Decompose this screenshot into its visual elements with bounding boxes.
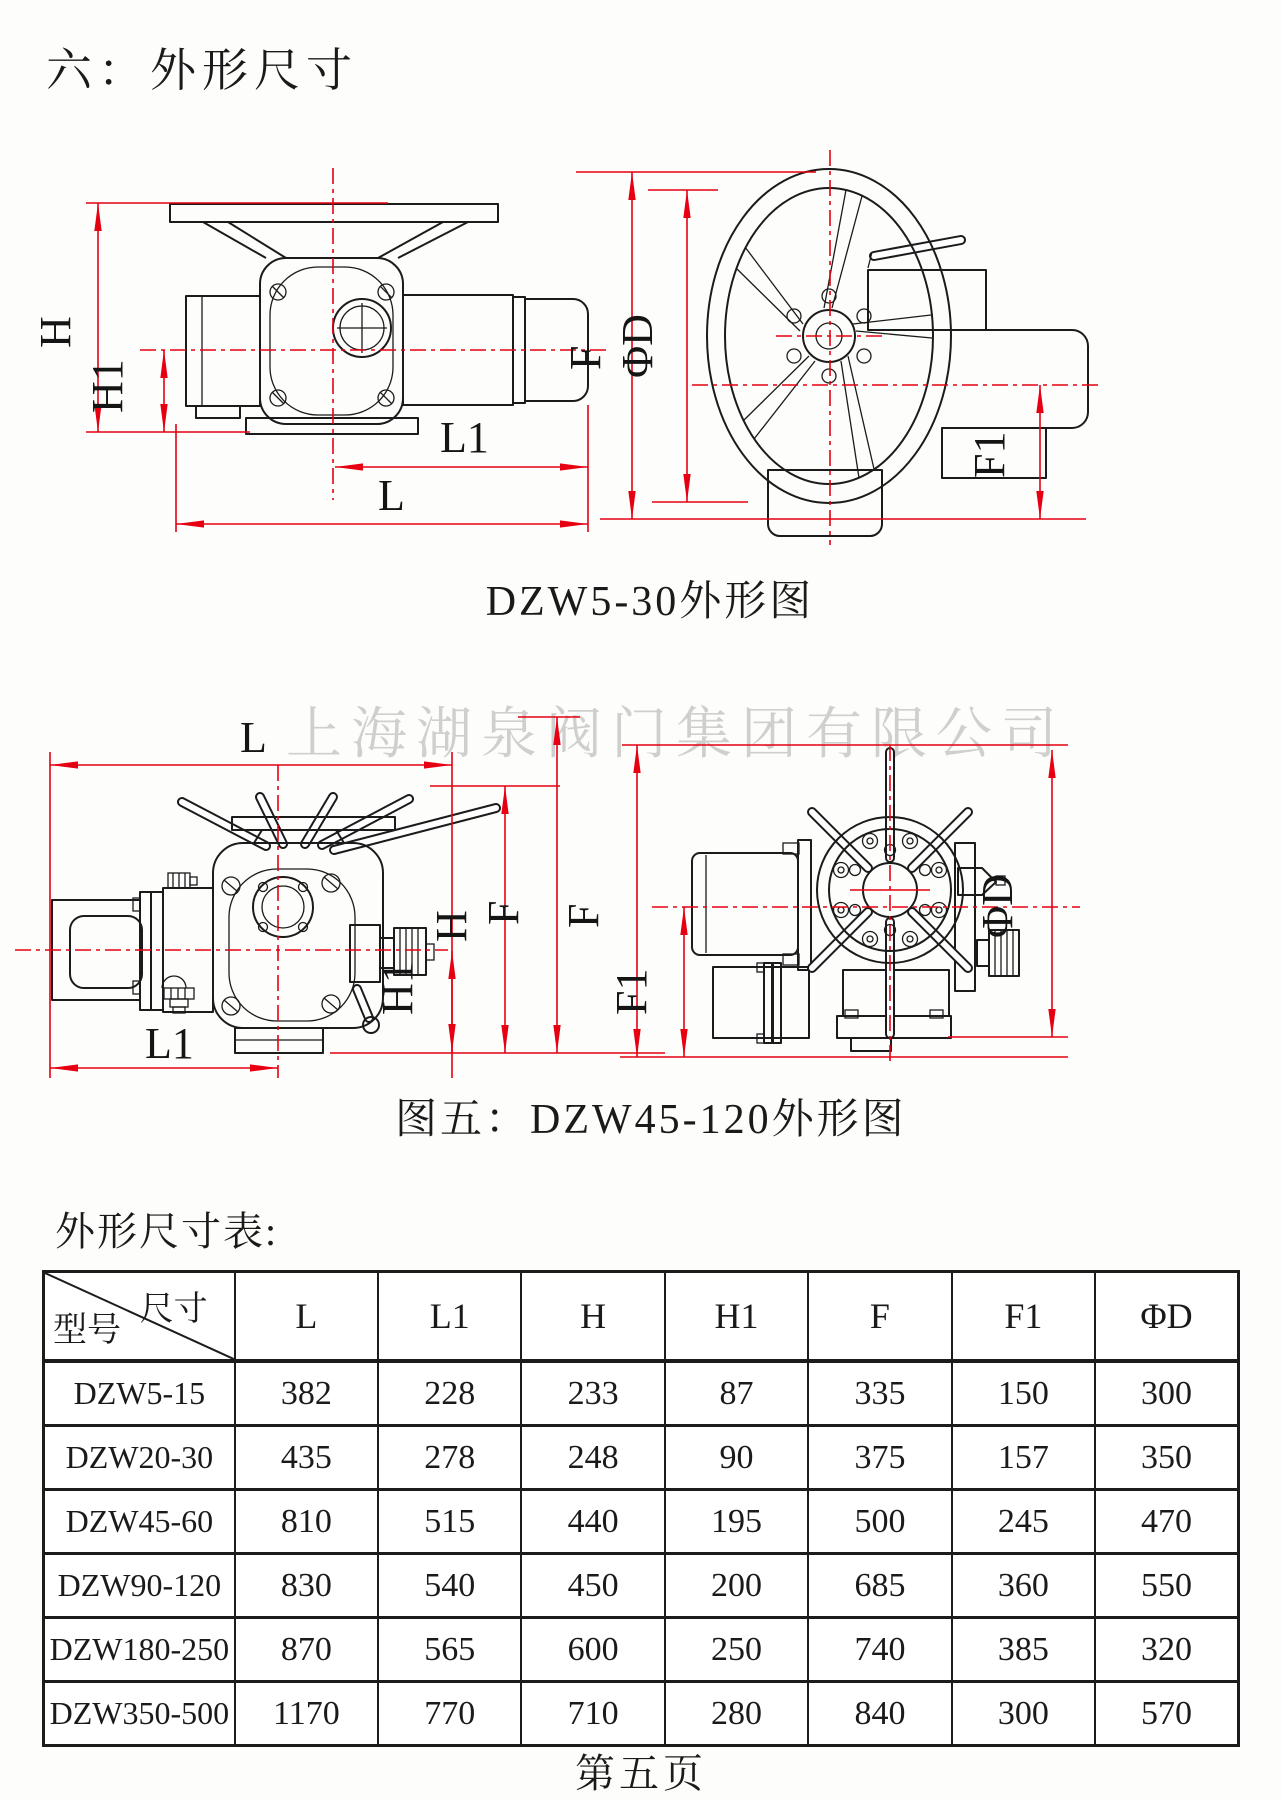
value-cell: 320 <box>1095 1618 1238 1682</box>
value-cell: 435 <box>235 1426 378 1490</box>
dim-label-F1: F1 <box>965 431 1014 478</box>
page-number: 第五页 <box>575 1751 707 1796</box>
cable-gland-bottom <box>164 988 194 1013</box>
value-cell: 440 <box>521 1490 664 1554</box>
gearbox-flange-1 <box>764 963 772 1043</box>
value-cell: 90 <box>665 1426 808 1490</box>
value-cell: 565 <box>378 1618 521 1682</box>
motor-housing-rear <box>952 330 1088 428</box>
dim-label-F: F <box>559 903 608 928</box>
body-inner-outline <box>270 267 393 415</box>
corner-screws <box>222 874 340 1015</box>
table-row <box>44 1682 1239 1746</box>
page-title: 六：外形尺寸 <box>46 45 358 96</box>
value-cell: 1170 <box>235 1682 378 1746</box>
flange-supports <box>203 222 468 258</box>
value-cell: 335 <box>808 1361 951 1426</box>
value-cell: 157 <box>952 1426 1095 1490</box>
value-cell: 385 <box>952 1618 1095 1682</box>
column-header: H <box>521 1272 664 1362</box>
gearbox <box>713 967 809 1038</box>
watermark-text: 上海湖泉阀门集团有限公司 <box>286 704 1066 766</box>
value-cell: 515 <box>378 1490 521 1554</box>
value-cell: 550 <box>1095 1554 1238 1618</box>
value-cell: 710 <box>521 1682 664 1746</box>
value-cell: 278 <box>378 1426 521 1490</box>
dim-label-F: F <box>561 345 610 370</box>
value-cell: 540 <box>378 1554 521 1618</box>
value-cell: 375 <box>808 1426 951 1490</box>
model-cell: DZW5-15 <box>44 1361 235 1426</box>
motor-inner <box>70 916 142 988</box>
table-row <box>44 1490 1239 1554</box>
column-header: F <box>808 1272 951 1362</box>
handwheel-spokes <box>736 190 932 478</box>
column-header: F1 <box>952 1272 1095 1362</box>
table-row <box>44 1426 1239 1490</box>
dome-cover <box>162 976 186 988</box>
value-cell: 87 <box>665 1361 808 1426</box>
technical-drawing-dzw5-30 <box>0 130 1282 600</box>
value-cell: 360 <box>952 1554 1095 1618</box>
flange-ribs <box>783 843 799 965</box>
table-row <box>44 1554 1239 1618</box>
column-header: L <box>235 1272 378 1362</box>
base-foot <box>851 1038 891 1051</box>
value-cell: 500 <box>808 1490 951 1554</box>
dim-label-H: H <box>427 910 476 942</box>
value-cell: 382 <box>235 1361 378 1426</box>
terminal-box <box>186 296 260 406</box>
value-cell: 228 <box>378 1361 521 1426</box>
column-header: L1 <box>378 1272 521 1362</box>
dim-label-F1: F1 <box>607 968 656 1015</box>
gearbox-flange-2 <box>773 963 781 1043</box>
corner-cell <box>44 1272 235 1362</box>
figure1-caption: DZW5-30外形图 <box>485 579 815 625</box>
figure2-caption: 图五：DZW45-120外形图 <box>395 1097 907 1143</box>
indicator-window <box>333 299 391 357</box>
corner-label-model: 型号 <box>53 1312 121 1349</box>
value-cell: 350 <box>1095 1426 1238 1490</box>
side-view-dimensions <box>15 713 665 1078</box>
front-view-dimensions <box>559 745 1080 1062</box>
value-cell: 200 <box>665 1554 808 1618</box>
dim-label-phiD: ΦD <box>973 874 1022 938</box>
model-cell: DZW350-500 <box>44 1682 235 1746</box>
value-cell: 830 <box>235 1554 378 1618</box>
dim-label-L1: L1 <box>440 413 489 462</box>
dim-label-F: F <box>479 900 528 925</box>
model-cell: DZW90-120 <box>44 1554 235 1618</box>
body-inner-outline <box>229 869 355 1021</box>
knob-neck <box>977 940 989 966</box>
technical-drawing-dzw45-120 <box>0 630 1282 1090</box>
column-header: H1 <box>665 1272 808 1362</box>
value-cell: 470 <box>1095 1490 1238 1554</box>
value-cell: 250 <box>665 1618 808 1682</box>
value-cell: 150 <box>952 1361 1095 1426</box>
front-view-drawing <box>707 169 1088 536</box>
dim-label-H1: H1 <box>83 359 132 413</box>
table-row <box>44 1618 1239 1682</box>
value-cell: 248 <box>521 1426 664 1490</box>
value-cell: 570 <box>1095 1682 1238 1746</box>
value-cell: 840 <box>808 1682 951 1746</box>
header-row <box>44 1272 1239 1362</box>
value-cell: 810 <box>235 1490 378 1554</box>
value-cell: 770 <box>378 1682 521 1746</box>
model-cell: DZW180-250 <box>44 1618 235 1682</box>
cable-gland-top <box>168 873 197 888</box>
value-cell: 233 <box>521 1361 664 1426</box>
indicator-window <box>253 877 313 937</box>
value-cell: 685 <box>808 1554 951 1618</box>
dim-label-L: L <box>240 713 267 762</box>
model-cell: DZW45-60 <box>44 1490 235 1554</box>
dimension-table-body <box>44 1361 1239 1746</box>
value-cell: 450 <box>521 1554 664 1618</box>
value-cell: 600 <box>521 1618 664 1682</box>
terminal-box-foot <box>196 406 240 418</box>
model-cell: DZW20-30 <box>44 1426 235 1490</box>
dim-label-H1: H1 <box>373 961 422 1015</box>
dimension-table <box>42 1270 1240 1747</box>
value-cell: 280 <box>665 1682 808 1746</box>
corner-label-size: 尺寸 <box>139 1291 208 1328</box>
side-view-drawing <box>170 204 588 434</box>
front-view-drawing <box>692 752 1019 1051</box>
motor-flange-2 <box>151 892 163 1010</box>
value-cell: 195 <box>665 1490 808 1554</box>
motor-flange <box>798 840 811 970</box>
table-label: 外形尺寸表: <box>55 1209 279 1254</box>
front-view-dimensions <box>561 150 1102 545</box>
table-row <box>44 1361 1239 1426</box>
value-cell: 300 <box>952 1682 1095 1746</box>
dim-label-phiD: ΦD <box>613 314 662 378</box>
value-cell: 300 <box>1095 1361 1238 1426</box>
dim-label-L: L <box>378 471 405 520</box>
rear-bracket <box>868 270 986 330</box>
dim-label-H: H <box>31 316 80 348</box>
column-header: ΦD <box>1095 1272 1238 1362</box>
motor-housing <box>692 853 798 955</box>
base-pedestal <box>843 970 949 1016</box>
value-cell: 740 <box>808 1618 951 1682</box>
value-cell: 870 <box>235 1618 378 1682</box>
dim-label-L1: L1 <box>145 1019 194 1068</box>
top-flange-plate <box>170 204 498 222</box>
value-cell: 245 <box>952 1490 1095 1554</box>
spinner-handle <box>874 240 961 256</box>
